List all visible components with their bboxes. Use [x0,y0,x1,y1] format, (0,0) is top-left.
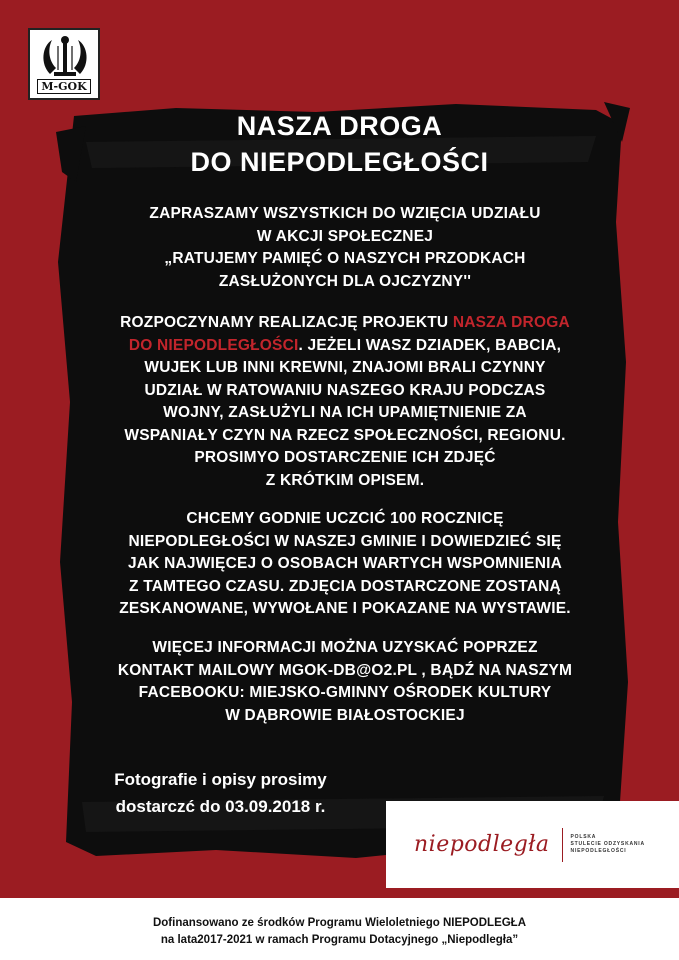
logo-text: M-GOK [37,79,90,94]
project-line: UDZIAŁ W RATOWANIU NASZEGO KRAJU PODCZAS [144,381,546,399]
project-line [60,312,630,335]
title-line-1: NASZA DROGA [236,111,443,141]
project-paragraph [60,312,630,492]
contact-line: WIĘCEJ INFORMACJI MOŻNA UZYSKAĆ POPRZEZ [152,639,538,656]
lyre-icon [36,34,94,80]
contact-line: FACEBOOKU: MIEJSKO-GMINNY OŚRODEK KULTURY [138,684,552,701]
project-lead: ROZPOCZYNAMY REALIZACJĘ PROJEKTU [120,314,453,331]
anniversary-line: Z TAMTEGO CZASU. ZDJĘCIA DOSTARCZONE ZOSTANĄ [129,577,561,595]
anniversary-paragraph [60,508,630,621]
niepodlegla-logo-badge [386,801,679,888]
deadline-line: Fotografie i opisy prosimy [114,770,327,789]
project-line [60,335,630,358]
title-line-2: DO NIEPODLEGŁOŚCI [190,147,489,177]
footer-line: Dofinansowano ze środków Programu Wieloletniego NIEPODLEGŁA [152,917,527,929]
intro-line: ZASŁUŻONYCH DLA OJCZYZNY'' [218,272,472,290]
intro-line: ZAPRASZAMY WSZYSTKICH DO WZIĘCIA UDZIAŁU [149,205,541,222]
niepodlegla-script: niepodległa [414,832,550,857]
intro-paragraph [60,203,630,293]
badge-sub-line: POLSKA [570,834,597,840]
project-line: Z KRÓTKIM OPISEM. [265,471,425,489]
funding-footer [0,898,679,960]
intro-line: „RATUJEMY PAMIĘĆ O NASZYCH PRZODKACH [164,250,526,267]
intro-line: W AKCJI SPOŁECZNEJ [256,227,434,245]
project-line: WUJEK LUB INNI KREWNI, ZNAJOMI BRALI CZYNNY [144,359,546,376]
anniversary-line: NIEPODLEGŁOŚCI W NASZEJ GMINIE I DOWIEDZIEĆ SIĘ [128,532,562,550]
contact-line: W DĄBROWIE BIAŁOSTOCKIEJ [225,706,465,724]
mgok-logo [28,28,100,100]
badge-subtitle [571,834,645,855]
footer-line: na lata2017-2021 w ramach Programu Dotacyjnego „Niepodległa” [160,934,519,946]
project-continuation: . JEŻELI WASZ DZIADEK, BABCIA, [298,336,562,354]
project-line: WSPANIAŁY CZYN NA RZECZ SPOŁECZNOŚCI, REGIONU. [124,426,566,444]
badge-divider [562,828,563,862]
anniversary-line: CHCEMY GODNIE UCZCIĆ 100 ROCZNICĘ [186,510,504,527]
project-name-highlight: NASZA DROGA [452,314,570,331]
project-name-highlight: DO NIEPODLEGŁOŚCI [128,336,299,354]
badge-sub-line: NIEPODLEGŁOŚCI [570,848,627,854]
anniversary-line: ZESKANOWANE, WYWOŁANE I POKAZANE NA WYSTAWIE. [119,600,571,617]
anniversary-line: JAK NAJWIĘCEJ O OSOBACH WARTYCH WSPOMNIENIA [127,555,563,572]
contact-paragraph [60,637,630,727]
contact-line: KONTAKT MAILOWY MGOK-DB@O2.PL , BĄDŹ NA NASZYM [117,661,573,679]
project-line: WOJNY, ZASŁUŻYLI NA ICH UPAMIĘTNIENIE ZA [163,404,527,421]
poster-title [0,108,679,180]
project-line: PROSIMYO DOSTARCZENIE ICH ZDJĘĆ [194,449,496,466]
deadline-note [88,766,353,820]
deadline-line: dostarczć do 03.09.2018 r. [115,797,326,816]
badge-sub-line: STULECIE ODZYSKANIA [570,841,645,847]
